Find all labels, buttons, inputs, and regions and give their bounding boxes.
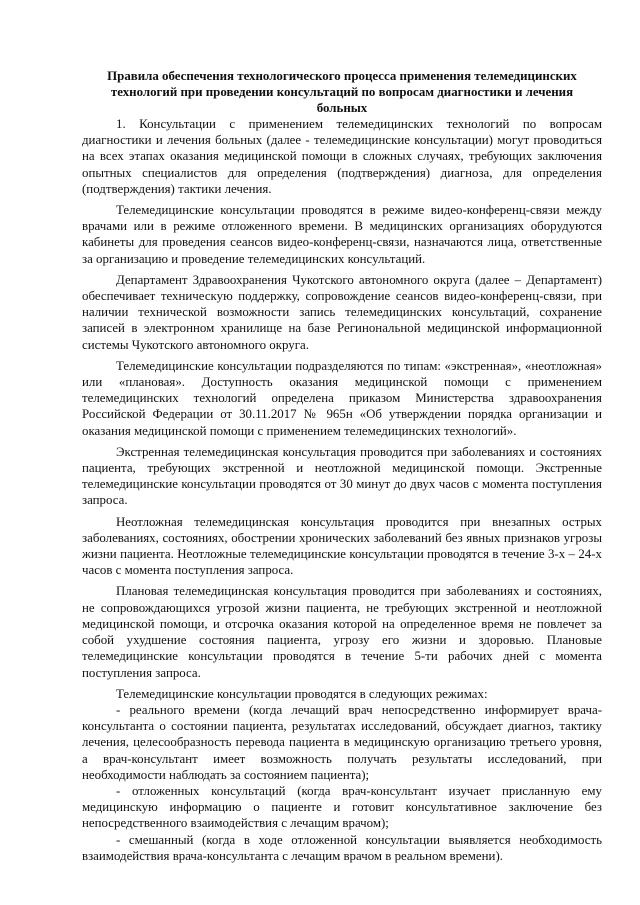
list-item-realtime: - реального времени (когда лечащий врач непосредственно информирует врача-консультанта о состоянии пациента, результатах исследований, обсуждает диагноз, тактику лечения, целесообразность перевода пациента в медицинскую организацию третьего уровня, а врач-консультант имеет возможность получать результаты исследований, при необходимости наблюдать за состоянием пациента); xyxy=(82,702,602,782)
paragraph-8: Телемедицинские консультации проводятся в следующих режимах: xyxy=(116,686,488,701)
paragraph-4: Телемедицинские консультации подразделяются по типам: «экстренная», «неотложная» или «плановая». Доступность оказания медицинской помощи с применением телемедицинских технологий определена приказом Министерства здравоохранения Российской Федерации от 30.11.2017 № 965н «Об утверждении порядка организации и оказания медицинской помощи с применением телемедицинских технологий». xyxy=(82,358,602,438)
paragraph-2: Телемедицинские консультации проводятся в режиме видео-конференц-связи между врачами или в режиме отложенного времени. В медицинских организациях оборудуются кабинеты для проведения сеансов видео-конференц-связи, назначаются лица, ответственные за организацию и проведение телемедицинских консультаций. xyxy=(82,203,602,266)
document-title: Правила обеспечения технологического процесса применения телемедицинских технологий при проведении консультаций по вопросам диагностики и лечения больных xyxy=(107,69,577,115)
paragraph-6: Неотложная телемедицинская консультация проводится при внезапных острых заболеваниях, состояниях, обострении хронических заболеваний без явных признаков угрозы жизни пациента. Неотложные телемедицинские консультации проводятся в течение 3-х – 24-х часов с момента поступления запроса. xyxy=(82,514,602,578)
paragraph-3: Департамент Здравоохранения Чукотского автономного округа (далее – Департамент) обеспечивает техническую поддержку, сопровождение сеансов видео-конференц-связи, при наличии технической возможности запись телемедицинских консультаций, сохранение записей в электронном хранилище на базе Регинональной медицинской информационной системы Чукотского автономного округа. xyxy=(82,272,602,352)
paragraph-1: 1. Консультации с применением телемедицинских технологий по вопросам диагностики и лечения больных (далее - телемедицинские консультации) могут проводиться на всех этапах оказания медицинской помощи в сложных случаях, требующих заключения опытных специалистов для определения (подтверждения) диагноза, для определения (подтверждения) тактики лечения. xyxy=(82,117,602,196)
document-page xyxy=(82,68,602,864)
list-item-mixed: - смешанный (когда в ходе отложенной консультации выявляется необходимость взаимодействия врача-консультанта с лечащим врачом в реальном времени). xyxy=(82,832,602,863)
list-item-deferred: - отложенных консультаций (когда врач-консультант изучает присланную ему медицинскую информацию о пациенте и готовит консультативное заключение без непосредственного взаимодействия с лечащим врачом); xyxy=(82,783,602,831)
paragraph-5: Экстренная телемедицинская консультация проводится при заболеваниях и состояниях пациента, требующих экстренной и неотложной медицинской помощи. Экстренные телемедицинские консультации проводятся от 30 минут до двух часов с момента поступления запроса. xyxy=(82,444,602,508)
paragraph-7: Плановая телемедицинская консультация проводится при заболеваниях и состояниях, не сопровождающихся угрозой жизни пациента, не требующих экстренной и неотложной медицинской помощи, и отсрочка оказания которой на определенное время не повлечет за собой ухудшение состояния пациента, угрозу его жизни и здоровью. Плановые телемедицинские консультации проводятся в течение 5-ти рабочих дней с момента поступления запроса. xyxy=(82,584,602,680)
